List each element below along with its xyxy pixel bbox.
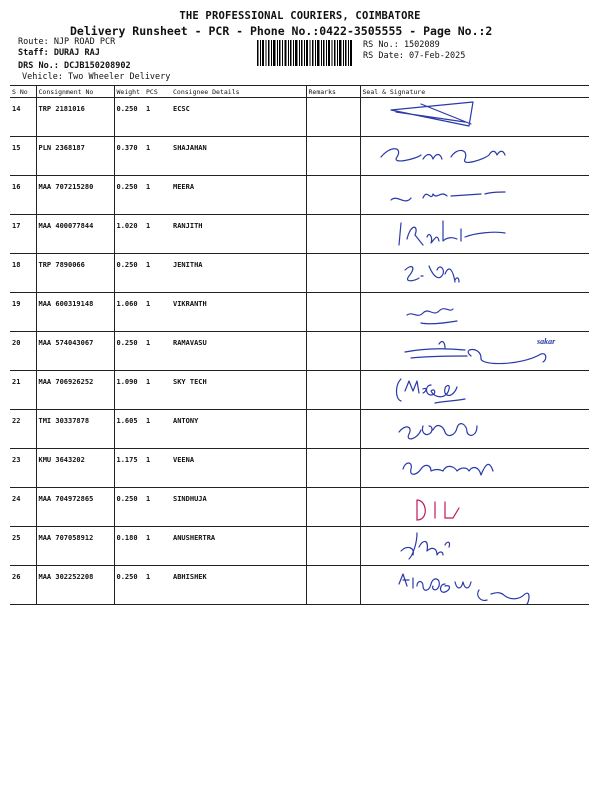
row-signature — [360, 254, 589, 293]
row-consignment: MAA 706926252 — [36, 371, 114, 410]
row-pcs: 1 — [144, 449, 171, 488]
row-sno: 26 — [10, 566, 36, 605]
runsheet-title: Delivery Runsheet - PCR - Phone No.:0422-3505555 - Page No.:2 — [70, 24, 493, 38]
row-remarks — [306, 410, 360, 449]
row-sno: 21 — [10, 371, 36, 410]
row-consignee: ABHISHEK — [171, 566, 306, 605]
table-row — [10, 137, 589, 176]
table-row — [10, 488, 589, 527]
row-remarks — [306, 488, 360, 527]
row-consignee: RAMAVASU — [171, 332, 306, 371]
row-remarks — [306, 215, 360, 254]
barcode — [257, 40, 353, 66]
row-weight: 0.250 — [114, 98, 144, 137]
row-consignment: KMU 3643202 — [36, 449, 114, 488]
table-row — [10, 566, 589, 605]
table-row — [10, 527, 589, 566]
col-consignment: Consignment No — [36, 86, 114, 98]
col-consignee: Consignee Details — [171, 86, 306, 98]
row-signature — [360, 137, 589, 176]
handwritten-signature — [361, 527, 579, 565]
row-sno: 25 — [10, 527, 36, 566]
row-weight: 0.250 — [114, 254, 144, 293]
row-pcs: 1 — [144, 176, 171, 215]
drs-number: DRS No.: DCJB150208902 — [18, 61, 131, 71]
rs-date: RS Date: 07-Feb-2025 — [363, 51, 466, 61]
row-remarks — [306, 176, 360, 215]
row-remarks — [306, 449, 360, 488]
row-signature — [360, 215, 589, 254]
row-sno: 19 — [10, 293, 36, 332]
row-weight: 0.370 — [114, 137, 144, 176]
row-pcs: 1 — [144, 488, 171, 527]
row-pcs: 1 — [144, 371, 171, 410]
row-consignee: RANJITH — [171, 215, 306, 254]
row-sno: 22 — [10, 410, 36, 449]
row-sno: 14 — [10, 98, 36, 137]
row-weight: 1.090 — [114, 371, 144, 410]
table-row — [10, 410, 589, 449]
row-signature — [360, 98, 589, 137]
row-sno: 18 — [10, 254, 36, 293]
table-row — [10, 449, 589, 488]
row-remarks — [306, 371, 360, 410]
row-weight: 1.175 — [114, 449, 144, 488]
handwritten-signature — [361, 371, 579, 409]
row-consignee: VEENA — [171, 449, 306, 488]
row-pcs: 1 — [144, 332, 171, 371]
row-remarks — [306, 293, 360, 332]
row-weight: 1.605 — [114, 410, 144, 449]
row-consignment: MAA 574043067 — [36, 332, 114, 371]
table-row — [10, 176, 589, 215]
row-sno: 16 — [10, 176, 36, 215]
row-sno: 24 — [10, 488, 36, 527]
col-pcs: PCS — [144, 86, 171, 98]
row-pcs: 1 — [144, 215, 171, 254]
row-signature — [360, 371, 589, 410]
row-remarks — [306, 527, 360, 566]
row-pcs: 1 — [144, 137, 171, 176]
row-weight: 0.250 — [114, 332, 144, 371]
row-pcs: 1 — [144, 566, 171, 605]
row-weight: 0.180 — [114, 527, 144, 566]
row-sno: 20 — [10, 332, 36, 371]
rs-number: RS No.: 1502089 — [363, 40, 440, 50]
row-remarks — [306, 332, 360, 371]
row-consignment: MAA 400077844 — [36, 215, 114, 254]
row-consignment: TMI 30337878 — [36, 410, 114, 449]
table-row — [10, 293, 589, 332]
company-name: THE PROFESSIONAL COURIERS, COIMBATORE — [179, 10, 421, 22]
row-consignee: SHAJAHAN — [171, 137, 306, 176]
staff-label: Staff: DURAJ RAJ — [18, 48, 100, 58]
handwritten-signature — [361, 176, 579, 214]
row-pcs: 1 — [144, 254, 171, 293]
row-signature — [360, 410, 589, 449]
table-body — [10, 98, 589, 605]
table-header-row — [10, 86, 589, 98]
row-remarks — [306, 98, 360, 137]
row-remarks — [306, 566, 360, 605]
handwritten-signature — [361, 488, 579, 526]
row-consignee: ECSC — [171, 98, 306, 137]
table-row — [10, 98, 589, 137]
handwritten-signature — [361, 332, 579, 370]
handwritten-signature — [361, 137, 579, 175]
row-consignment: MAA 600319148 — [36, 293, 114, 332]
row-consignee: ANTONY — [171, 410, 306, 449]
row-consignee: MEERA — [171, 176, 306, 215]
row-consignment: MAA 707058912 — [36, 527, 114, 566]
row-pcs: 1 — [144, 98, 171, 137]
col-seal: Seal & Signature — [360, 86, 589, 98]
row-consignee: VIKRANTH — [171, 293, 306, 332]
col-sno: S No — [10, 86, 36, 98]
row-weight: 0.250 — [114, 566, 144, 605]
row-signature — [360, 449, 589, 488]
row-weight: 0.250 — [114, 176, 144, 215]
handwritten-signature — [361, 254, 579, 292]
table-row — [10, 332, 589, 371]
route-label: Route: NJP ROAD PCR — [18, 37, 116, 47]
row-consignee: JENITHA — [171, 254, 306, 293]
row-consignee: SKY TECH — [171, 371, 306, 410]
row-consignment: MAA 302252208 — [36, 566, 114, 605]
handwritten-signature — [361, 410, 579, 448]
row-pcs: 1 — [144, 527, 171, 566]
row-weight: 1.020 — [114, 215, 144, 254]
row-consignment: MAA 707215280 — [36, 176, 114, 215]
col-remarks: Remarks — [306, 86, 360, 98]
row-signature — [360, 293, 589, 332]
row-consignment: MAA 704972865 — [36, 488, 114, 527]
handwritten-signature — [361, 566, 579, 604]
handwritten-signature — [361, 449, 579, 487]
table-row — [10, 254, 589, 293]
handwritten-signature — [361, 98, 579, 136]
row-signature — [360, 176, 589, 215]
row-remarks — [306, 137, 360, 176]
row-consignee: ANUSHERTRA — [171, 527, 306, 566]
table-row — [10, 215, 589, 254]
table-row — [10, 371, 589, 410]
row-consignee: SINDHUJA — [171, 488, 306, 527]
row-signature — [360, 332, 589, 371]
row-consignment: PLN 2368187 — [36, 137, 114, 176]
handwritten-signature — [361, 215, 579, 253]
row-weight: 1.060 — [114, 293, 144, 332]
row-weight: 0.250 — [114, 488, 144, 527]
row-pcs: 1 — [144, 410, 171, 449]
row-consignment: TRP 2181016 — [36, 98, 114, 137]
row-consignment: TRP 7890066 — [36, 254, 114, 293]
svg-text:sakar: sakar — [536, 337, 555, 346]
row-remarks — [306, 254, 360, 293]
row-signature — [360, 488, 589, 527]
row-signature — [360, 527, 589, 566]
row-signature — [360, 566, 589, 605]
col-weight: Weight — [114, 86, 144, 98]
handwritten-signature — [361, 293, 579, 331]
row-sno: 15 — [10, 137, 36, 176]
vehicle-label: Vehicle: Two Wheeler Delivery — [22, 72, 171, 82]
row-sno: 17 — [10, 215, 36, 254]
row-sno: 23 — [10, 449, 36, 488]
row-pcs: 1 — [144, 293, 171, 332]
runsheet-table — [10, 85, 589, 605]
